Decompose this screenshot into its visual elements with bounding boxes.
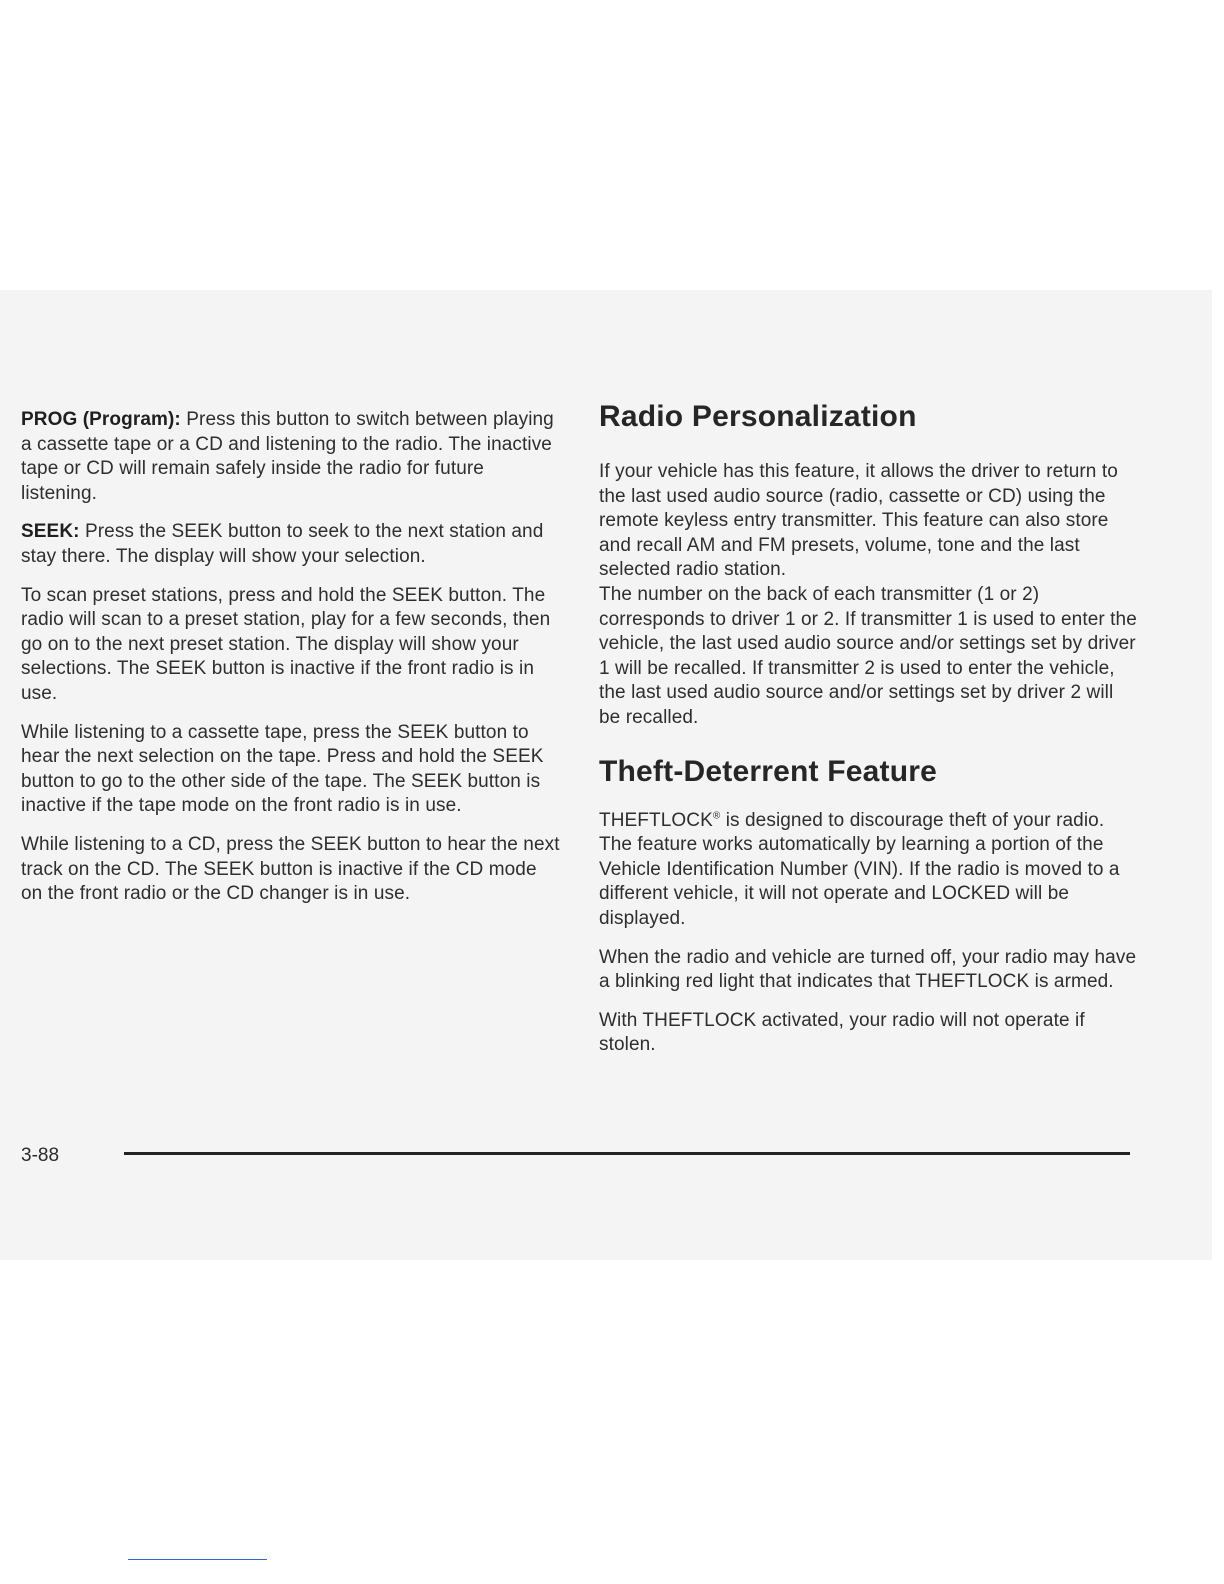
cd-paragraph: While listening to a CD, press the SEEK button to hear the next track on the CD. The SEEK button is inactive if the CD mode on the front radio or the CD changer is in use. (21, 833, 560, 905)
scan-paragraph: To scan preset stations, press and hold the SEEK button. The radio will scan to a preset station, play for a few seconds, then go on to the next preset station. The display will show your selections. The SEEK button is inactive if the front radio is in use. (21, 584, 551, 704)
theftlock-brand: THEFTLOCK (599, 809, 713, 831)
theft-deterrent-paragraph-1 (599, 809, 1139, 932)
seek-text: Press the SEEK button to seek to the next station and stay there. The display will show your selection. (21, 521, 544, 567)
page-number: 3-88 (21, 1145, 60, 1166)
radio-personalization-heading: Radio Personalization (599, 400, 917, 433)
footer-link-underline (128, 1559, 267, 1560)
right-column (599, 400, 1139, 1072)
prog-term: PROG (Program): (21, 409, 181, 430)
registered-mark: ® (712, 810, 721, 822)
left-column (21, 408, 561, 921)
radio-personalization-paragraph-2: The number on the back of each transmitter (1 or 2) corresponds to driver 1 or 2. If transmitter 1 is used to enter the vehicle, the last used audio source and/or settings set by driver 1 will be recalled. If transmitter 2 is used to enter the vehicle, the last used audio source and/or settings set by driver 2 will be recalled. (599, 583, 1137, 728)
prog-text: Press this button to switch between playing a cassette tape or a CD and listening to the radio. The inactive tape or CD will remain safely inside the radio for future listening. (21, 409, 554, 504)
seek-term: SEEK: (21, 521, 80, 543)
theft-deterrent-paragraph-2: When the radio and vehicle are turned off, your radio may have a blinking red light that indicates that THEFTLOCK is armed. (599, 946, 1137, 993)
footer-rule (124, 1152, 1130, 1155)
theft-deterrent-heading: Theft-Deterrent Feature (599, 754, 937, 788)
theft-deterrent-paragraph-1-text: is designed to discourage theft of your radio. The feature works automatically by learning a portion of the Vehicle Identification Number (VIN). If the radio is moved to a different vehicle, it will not operate and LOCKED will be displayed. (599, 809, 1120, 929)
theft-deterrent-paragraph-3: With THEFTLOCK activated, your radio will not operate if stolen. (599, 1009, 1085, 1056)
cassette-paragraph: While listening to a cassette tape, press the SEEK button to hear the next selection on the tape. Press and hold the SEEK button to go to the other side of the tape. The SEEK button is inactive if the tape mode on the front radio is in use. (21, 721, 544, 817)
prog-description (21, 408, 561, 506)
seek-description (21, 520, 561, 569)
radio-personalization-paragraph-1: If your vehicle has this feature, it allows the driver to return to the last used audio source (radio, cassette or CD) using the remote keyless entry transmitter. This feature can also store and recall AM and FM presets, volume, tone and the last selected radio station. (599, 461, 1118, 581)
